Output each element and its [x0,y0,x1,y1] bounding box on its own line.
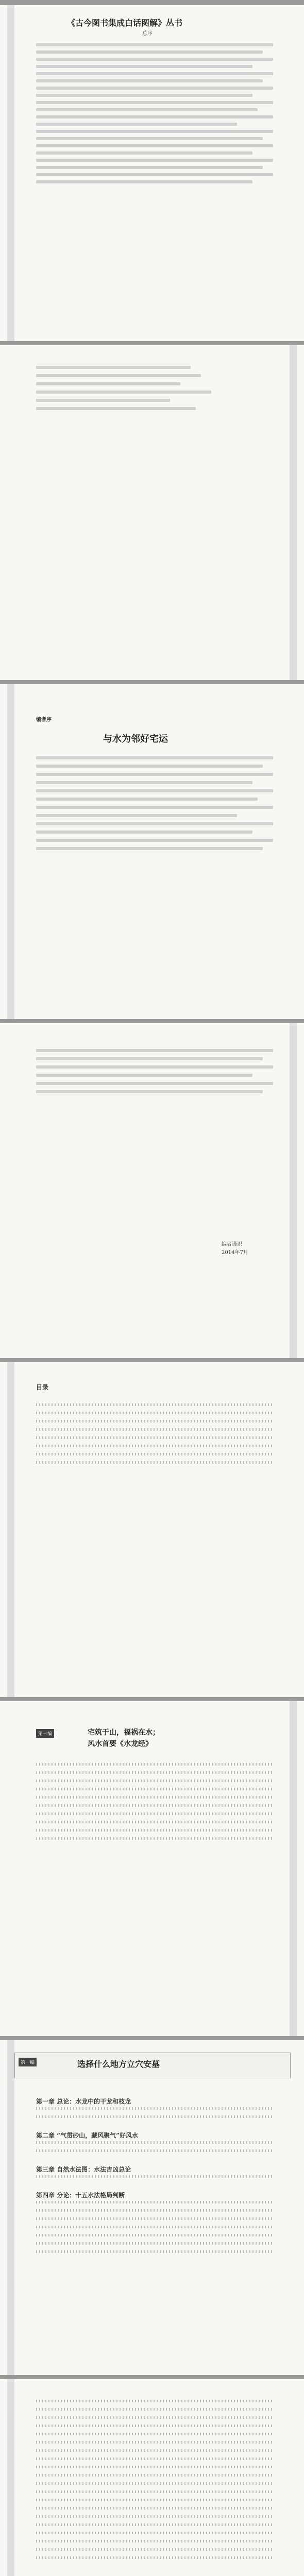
text-line [36,798,258,801]
toc-row [36,2175,273,2178]
text-line [36,79,263,82]
page-band [0,2375,304,2379]
toc-row [36,1436,273,1439]
section-4: 第四章 分论：十五水法格局判断 [36,2192,125,2199]
toc-row [36,1412,273,1414]
right-tab [290,1701,297,2036]
text-line [36,72,273,75]
section-2: 第二章 “气贯砂山，藏风聚气”好风水 [36,2132,138,2139]
page-band [0,341,304,345]
text-line [36,87,273,90]
text-line [36,756,273,759]
text-line [36,822,273,825]
text-line [36,847,263,850]
text-line [36,391,211,394]
text-line [36,65,252,68]
toc-row [36,1796,273,1799]
toc-row [36,2226,273,2228]
toc-row [36,1403,273,1406]
toc-row [36,1420,273,1422]
text-line [36,1049,273,1052]
text-line [36,137,263,140]
toc-row [36,2242,273,2245]
section-title: 与水为邻好宅运 [103,734,168,744]
page-band [0,0,304,5]
page-1 [0,5,304,341]
text-line [36,1057,263,1060]
toc-row [36,2441,273,2444]
page-band [0,1697,304,1701]
text-line [36,407,196,410]
text-line [36,130,273,133]
toc-row [36,2490,273,2493]
text-line [36,831,252,834]
chapter-title-line1: 宅筑于山，福祸在水； [88,1728,160,1737]
right-tab [290,345,297,680]
toc-row [36,2234,273,2236]
right-tab [290,1023,297,1358]
section-3: 第三章 自然水法图：水法吉凶总论 [36,2166,131,2173]
toc-row [36,2482,273,2485]
toc-row [36,1804,273,1807]
toc-row [36,1445,273,1447]
text-line [36,108,258,111]
toc-row [36,2107,273,2110]
page-3 [0,684,304,1019]
toc-row [36,2499,273,2501]
text-line [36,58,273,61]
text-line [36,50,263,54]
text-line [36,1082,273,1085]
text-line [36,806,273,809]
toc-row [36,2149,273,2152]
toc-row [36,1812,273,1815]
section-tag: 编者序 [36,717,52,723]
toc-row [36,2408,273,2411]
text-line [36,773,273,776]
text-line [36,765,263,768]
toc-row [36,2540,273,2543]
toc-row [36,2532,273,2534]
page-band [0,1019,304,1023]
toc-row [36,2433,273,2435]
toc-row [36,2416,273,2419]
toc-row [36,2400,273,2402]
date: 2014年7月 [222,1250,248,1256]
page-6 [0,1701,304,2036]
toc-row [36,1771,273,1774]
page-4 [0,1023,304,1358]
left-tab [7,2379,14,2576]
toc-row [36,1763,273,1766]
text-line [36,144,273,147]
page-subtitle: 总序 [142,31,153,37]
left-tab [7,1362,14,1697]
chapter-badge: 第一编 [36,1729,54,1738]
text-line [36,1074,252,1077]
text-line [36,399,170,402]
toc-row [36,1780,273,1782]
toc-row [36,2474,273,2477]
text-line [36,781,252,784]
toc-row [36,2548,273,2551]
page-2 [0,345,304,680]
left-tab [7,5,14,341]
toc-row [36,1829,273,1832]
text-line [36,123,237,126]
toc-row [36,2425,273,2427]
text-line [36,115,273,118]
text-line [36,94,252,97]
toc-row [36,2141,273,2144]
toc-row [36,1788,273,1790]
toc-row [36,1821,273,1823]
toc-row [36,2217,273,2220]
toc-row [36,2201,273,2204]
text-line [36,814,237,817]
toc-row [36,1453,273,1455]
toc-row [36,2556,273,2559]
chapter-title: 选择什么地方立穴安墓 [77,2059,160,2069]
page-8 [0,2379,304,2576]
page-band [0,680,304,684]
page-5 [0,1362,304,1697]
section-1: 第一章 总论：水龙中的干龙和枝龙 [36,2098,131,2105]
chapter-title-line2: 风水首要《水龙经》 [88,1740,153,1748]
text-line [36,1090,263,1093]
text-line [36,166,263,169]
text-line [36,789,273,792]
toc-row [36,2115,273,2118]
left-tab [7,684,14,1019]
toc-row [36,2209,273,2212]
text-line [36,101,273,104]
toc-row [36,1461,273,1464]
text-line [36,374,201,377]
text-line [36,382,180,385]
toc-row [36,2466,273,2468]
toc-row [36,1428,273,1431]
toc-row [36,2523,273,2526]
text-line [36,180,252,183]
toc-label: 目录 [36,1384,49,1391]
text-line [36,43,273,46]
page-7 [0,2040,304,2375]
text-line [36,1065,273,1069]
left-tab [7,2040,14,2375]
text-line [36,159,273,162]
signature: 编者谨识 [222,1242,242,1247]
chapter-badge: 第一编 [19,2058,37,2066]
text-line [36,151,252,155]
toc-row [36,2458,273,2460]
page-band [0,2036,304,2040]
page-band [0,1358,304,1362]
toc-row [36,2250,273,2253]
text-line [36,366,191,369]
toc-row [36,2449,273,2452]
text-line [36,173,273,176]
toc-row [36,2515,273,2518]
toc-row [36,2507,273,2510]
page-title: 《古今图书集成白话图解》丛书 [67,18,183,28]
text-line [36,839,273,842]
toc-row [36,1837,273,1840]
